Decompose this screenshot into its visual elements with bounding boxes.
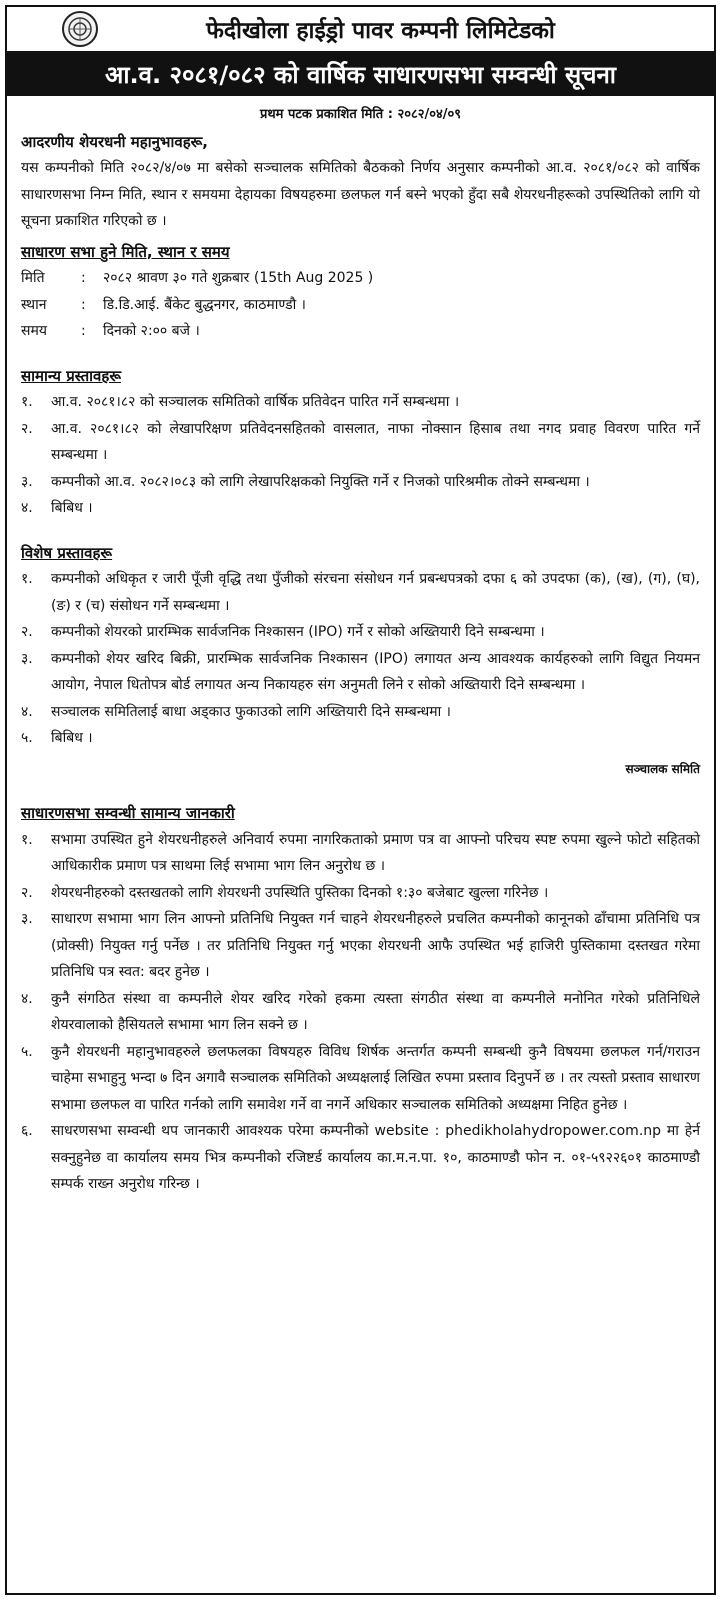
item-text: बिबिध ।: [51, 730, 93, 746]
item-text: साधरणसभा सम्वन्धी थप जानकारी आवश्यक परेमा कम्पनीको website : phedikholahydropower.com.np मा हेर्न सक्नुहुनेछ वा कार्यालय समय भित्र कम्पनीको रजिष्टर्ड कार्यालय का.म.न.पा. १०, काठमाण्डौ फोन न. ०१-५९२२६०१ काठमाण्डौ सम्पर्क राख्न अनुरोध गरिन्छ ।: [51, 1123, 700, 1192]
item-text: कुनै संगठित संस्था वा कम्पनीले शेयर खरिद गरेको हकमा त्यस्ता संगठीत संस्था वा कम्पनीले मनोनित गरेको प्रतिनिधिले शेयरवालाको हैसियतले सभामा भाग लिन सक्ने छ ।: [51, 990, 700, 1033]
time-value: दिनको २:०० बजे ।: [103, 323, 200, 339]
item-number: ४.: [21, 703, 33, 720]
item-text: आ.व. २०८१।८२ को लेखापरिक्षण प्रतिवेदनसहितको वासलात, नाफा नोक्सान हिसाब तथा नगद प्रवाह विवरण पारित गर्ने सम्बन्धमा ।: [51, 420, 700, 463]
time-separator: :: [81, 323, 86, 339]
meeting-heading: साधारण सभा हुने मिति, स्थान र समय: [21, 242, 230, 261]
list-item: [21, 827, 700, 880]
special-proposals-list: [21, 566, 700, 752]
venue-label: स्थान: [21, 296, 47, 313]
list-item: [21, 416, 700, 469]
list-item: [21, 469, 700, 496]
list-item: [21, 880, 700, 907]
meeting-date-row: [21, 265, 700, 292]
item-text: सञ्चालक समितिलाई बाधा अड्काउ फुकाउको लागि अख्तियारी दिने सम्बन्धमा ।: [51, 703, 451, 720]
item-number: २.: [21, 884, 33, 901]
venue-value: डि.डि.आई. बैंकेट बुद्धनगर, काठमाण्डौ ।: [103, 296, 306, 313]
date-separator: :: [81, 270, 86, 286]
date-label: मिति: [21, 270, 45, 286]
list-item: [21, 566, 700, 619]
intro-paragraph: यस कम्पनीको मिति २०८२/४/०७ मा बसेको सञ्चालक समितिको बैठकको निर्णय अनुसार कम्पनीको आ.व. २०८१/०८२ को वार्षिक साधारणसभा निम्न मिति, स्थान र समयमा देहायका विषयहरुमा छलफल गर्न बस्ने भएको हुँदा सबै शेयरधनीहरूको उपस्थितिको लागि यो सूचना प्रकाशित गरिएको छ ।: [21, 160, 700, 229]
item-text: कम्पनीको शेयरको प्रारम्भिक सार्वजनिक निश्कासन (IPO) गर्ने र सोको अख्तियारी दिने सम्बन्धमा ।: [51, 624, 545, 640]
item-number: १.: [21, 394, 33, 410]
list-item: [21, 495, 700, 522]
general-proposals-list: [21, 389, 700, 522]
item-number: १.: [21, 831, 33, 848]
list-item: [21, 1039, 700, 1119]
date-value: २०८२ श्रावण ३० गते शुक्रबार (15th Aug 2025 ): [103, 270, 374, 286]
notice-title: आ.व. २०८१/०८२ को वार्षिक साधारणसभा सम्वन्धी सूचना: [7, 52, 714, 96]
list-item: [21, 646, 700, 699]
list-item: [21, 619, 700, 646]
list-item: [21, 699, 700, 726]
item-text: कम्पनीको अधिकृत र जारी पूँजी वृद्धि तथा पुँजीको संरचना संसोधन गर्न प्रबन्धपत्रको दफा ६ को उपदफा (क), (ख), (ग), (घ), (ङ) र (च) संसोधन गर्ने सम्बन्धमा ।: [51, 571, 700, 614]
item-number: १.: [21, 571, 33, 587]
list-item: [21, 1118, 700, 1198]
time-label: समय: [21, 323, 47, 339]
meeting-venue-row: [21, 292, 700, 319]
item-text: कम्पनीको आ.व. २०८२।०८३ को लागि लेखापरिक्षकको नियुक्ति गर्ने र निजको पारिश्रमीक तोक्ने सम्बन्धमा ।: [51, 473, 590, 490]
item-text: आ.व. २०८१।८२ को सञ्चालक समितिको वार्षिक प्रतिवेदन पारित गर्ने सम्बन्धमा ।: [51, 394, 460, 410]
item-text: साधारण सभामा भाग लिन आफ्नो प्रतिनिधि नियुक्त गर्न चाहने शेयरधनीहरुले प्रचलित कम्पनीको कानूनको ढाँचामा प्रतिनिधि पत्र (प्रोक्सी) नियुक्त गर्नु पर्नेछ । तर प्रतिनिधि नियुक्त गर्नु भएका शेयरधनी आफै उपस्थित भई हाजिरी पुस्तिकामा दस्तखत गरेमा प्रतिनिधि पत्र स्वत: बदर हुनेछ ।: [51, 911, 700, 980]
item-text: कम्पनीको शेयर खरिद बिक्री, प्रारम्भिक सार्वजनिक निश्कासन (IPO) लगायत अन्य आवश्यक कार्यहरुको लागि विद्युत नियमन आयोग, नेपाल धितोपत्र बोर्ड लगायत अन्य निकायहरु संग अनुमती लिने र सोको अख्तियारी दिने सम्बन्धमा ।: [51, 650, 700, 693]
venue-separator: :: [81, 296, 86, 313]
item-number: ६.: [21, 1123, 33, 1139]
item-number: ५.: [21, 1043, 33, 1060]
item-text: सभामा उपस्थित हुने शेयरधनीहरुले अनिवार्य रुपमा नागरिकताको प्रमाण पत्र वा आफ्नो परिचय स्पष्ट रुपमा खुल्ने फोटो सहितको आधिकारीक प्रमाण पत्र साथमा लिई सभामा भाग लिन अनुरोध छ ।: [51, 831, 700, 874]
item-text: बिबिध ।: [51, 500, 93, 516]
item-text: शेयरधनीहरुको दस्तखतको लागि शेयरधनी उपस्थिति पुस्तिका दिनको १:३० बजेबाट खुल्ला गरिनेछ ।: [51, 884, 549, 901]
general-proposals-heading: सामान्य प्रस्तावहरू: [21, 366, 121, 385]
published-date: प्रथम पटक प्रकाशित मिति : २०८२/०४/०९: [259, 107, 462, 122]
general-info-heading: साधारणसभा सम्वन्धी सामान्य जानकारी: [21, 804, 235, 822]
item-number: ३.: [21, 473, 33, 490]
item-number: ३.: [21, 911, 33, 927]
signature: सञ्चालक समिति: [625, 761, 700, 776]
special-proposals-heading: विशेष प्रस्तावहरू: [21, 543, 113, 562]
notice: [5, 5, 716, 1595]
list-item: [21, 906, 700, 986]
item-number: २.: [21, 420, 33, 437]
list-item: [21, 986, 700, 1039]
list-item: [21, 725, 700, 752]
company-name: फेदीखोला हाईड्रो पावर कम्पनी लिमिटेडको: [206, 18, 555, 44]
item-number: ५.: [21, 730, 33, 746]
item-number: ४.: [21, 500, 33, 516]
item-number: ४.: [21, 990, 33, 1007]
item-number: ३.: [21, 650, 33, 667]
item-text: कुनै शेयरधनी महानुभावहरुले छलफलका विषयहरु विविध शिर्षक अन्तर्गत कम्पनी सम्बन्धी कुनै विषयमा छलफल गर्न/गराउन चाहेमा सभाहुनु भन्दा ७ दिन अगावै सञ्चालक समितिको अध्यक्षलाई लिखित रुपमा प्रस्ताव दिनुपर्ने छ । तर त्यस्तो प्रस्ताव साधारण सभामा छलफल वा पारित गर्नको लागि समावेश गर्ने वा नगर्ने अधिकार सञ्चालक समितिको अध्यक्षमा निहित हुनेछ ।: [51, 1043, 700, 1113]
general-info-list: [21, 827, 700, 1198]
item-number: २.: [21, 624, 33, 640]
salutation: आदरणीय शेयरधनी महानुभावहरू,: [21, 132, 209, 151]
list-item: [21, 389, 700, 416]
meeting-time-row: [21, 318, 700, 345]
company-logo-icon: [62, 11, 98, 47]
header: [7, 7, 714, 52]
notice-body: [7, 102, 714, 1198]
